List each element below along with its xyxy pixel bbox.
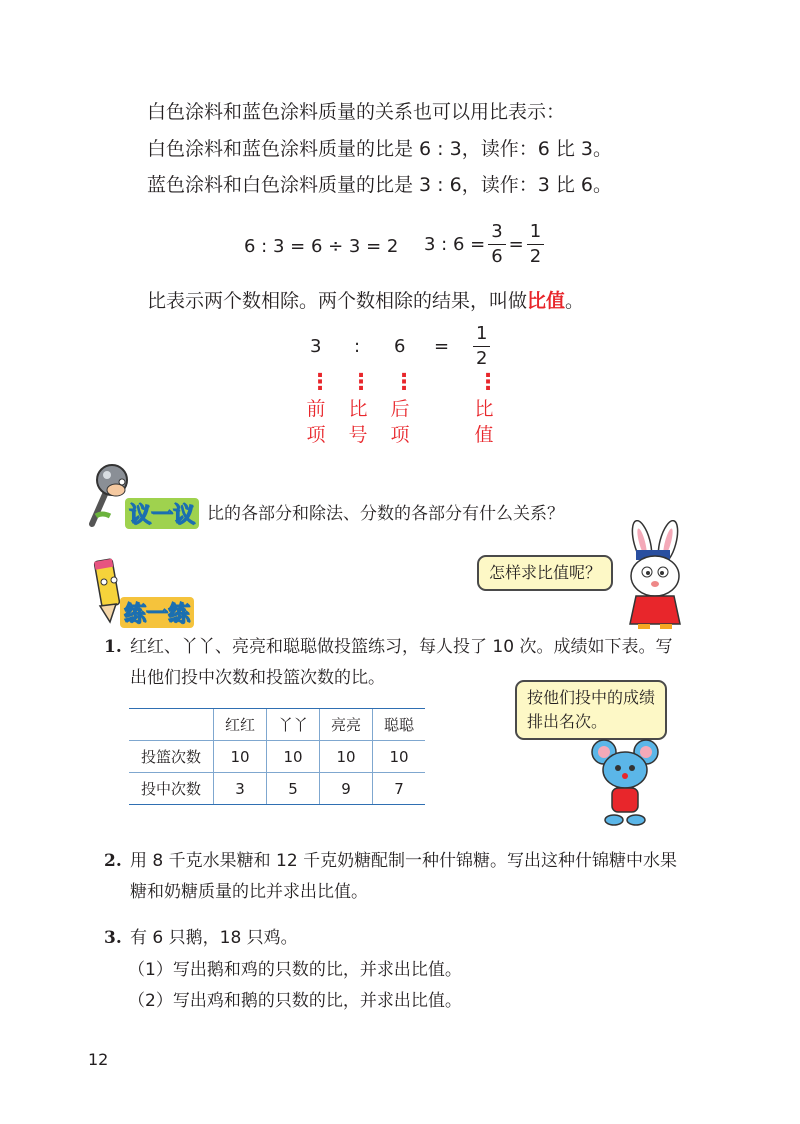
intro-line-2: 白色涂料和蓝色涂料质量的比是 6 : 3，读作：6 比 3。 [147, 138, 612, 160]
table-header-cell [129, 709, 214, 741]
question-1-line-1: 红红、丫丫、亮亮和聪聪做投篮练习，每人投了 10 次。成绩如下表。写 [130, 637, 673, 657]
intro-line-3: 蓝色涂料和白色涂料质量的比是 3 : 6，读作：3 比 6。 [147, 174, 612, 196]
bubble-how-to-find-ratio [477, 555, 613, 591]
equation-1 [244, 226, 398, 266]
question-1-number: 1. [104, 637, 122, 657]
question-2-line-2: 糖和奶糖质量的比并求出比值。 [130, 882, 368, 902]
table-cell: 10 [373, 741, 426, 773]
fraction-numerator: 3 [488, 222, 505, 245]
bubble-text: 怎样求比值呢？ [489, 563, 602, 582]
table-cell: 投中次数 [129, 773, 214, 805]
label-sign-2: 号 [348, 424, 368, 446]
question-2-number: 2. [104, 851, 122, 871]
dots-value: ⋮ [477, 370, 499, 395]
diagram-fraction [473, 324, 490, 369]
label-front-2: 项 [306, 424, 326, 446]
dots-sign: ⋮ [350, 370, 372, 395]
table-cell: 10 [267, 741, 320, 773]
table-header-cell: 聪聪 [373, 709, 426, 741]
equation-1-text: 6 : 3 = 6 ÷ 3 = 2 [244, 235, 399, 257]
label-back-1: 后 [390, 398, 410, 420]
intro-line-1: 白色涂料和蓝色涂料质量的关系也可以用比表示： [147, 101, 566, 123]
dots-front: ⋮ [309, 370, 331, 395]
equation-2-equals: = [508, 233, 524, 255]
fraction-1-2 [527, 222, 544, 267]
label-value-1: 比 [474, 398, 494, 420]
question-2-line-1: 用 8 千克水果糖和 12 千克奶糖配制一种什锦糖。写出这种什锦糖中水果 [130, 851, 678, 871]
question-3-sub-1: （1）写出鹅和鸡的只数的比，并求出比值。 [128, 960, 462, 980]
equation-2 [424, 218, 547, 270]
question-3-number: 3. [104, 928, 122, 948]
definition-term: 比值 [527, 290, 566, 312]
label-front-1: 前 [306, 398, 326, 420]
table-cell: 7 [373, 773, 426, 805]
diagram-equals: = [434, 336, 450, 357]
label-back-2: 项 [390, 424, 410, 446]
practice-title: 练一练 [120, 597, 194, 628]
bunny-icon [612, 520, 702, 630]
definition [147, 286, 584, 316]
bubble-rank-by-score [515, 680, 667, 740]
diagram-term-b: 6 [394, 336, 406, 357]
question-1-line-2: 出他们投中次数和投篮次数的比。 [130, 668, 385, 688]
fraction-numerator: 1 [527, 222, 544, 245]
table-header-cell: 红红 [214, 709, 267, 741]
fraction-denominator: 6 [491, 245, 503, 267]
discuss-title: 议一议 [125, 498, 199, 529]
table-cell: 投篮次数 [129, 741, 214, 773]
table-cell: 10 [214, 741, 267, 773]
question-3-sub-2: （2）写出鸡和鹅的只数的比，并求出比值。 [128, 991, 462, 1011]
table-cell: 9 [320, 773, 373, 805]
table-header-row [129, 709, 425, 741]
page-number: 12 [88, 1050, 109, 1069]
fraction-denominator: 2 [476, 348, 488, 369]
bubble-line-2: 排出名次。 [527, 712, 608, 731]
fraction-numerator: 1 [473, 324, 490, 347]
discuss-question: 比的各部分和除法、分数的各部分有什么关系？ [207, 504, 564, 524]
table-header-cell: 丫丫 [267, 709, 320, 741]
table-cell: 10 [320, 741, 373, 773]
table-row [129, 741, 425, 773]
definition-end: 。 [565, 290, 585, 312]
fraction-denominator: 2 [529, 245, 542, 267]
bubble-line-1: 按他们投中的成绩 [527, 688, 656, 707]
definition-text: 比表示两个数相除。两个数相除的结果，叫做 [147, 290, 528, 312]
equation-2-left: 3 : 6 = [424, 233, 486, 255]
diagram-colon: : [354, 336, 361, 357]
mouse-icon [590, 736, 660, 828]
score-table [129, 708, 425, 805]
table-cell: 3 [214, 773, 267, 805]
dots-back: ⋮ [393, 370, 415, 395]
table-header-cell: 亮亮 [320, 709, 373, 741]
label-sign-1: 比 [348, 398, 368, 420]
fraction-3-6 [488, 222, 505, 267]
table-cell: 5 [267, 773, 320, 805]
label-value-2: 值 [474, 424, 494, 446]
question-3-line-1: 有 6 只鹅，18 只鸡。 [130, 928, 298, 948]
diagram-term-a: 3 [310, 336, 322, 357]
table-row [129, 773, 425, 805]
